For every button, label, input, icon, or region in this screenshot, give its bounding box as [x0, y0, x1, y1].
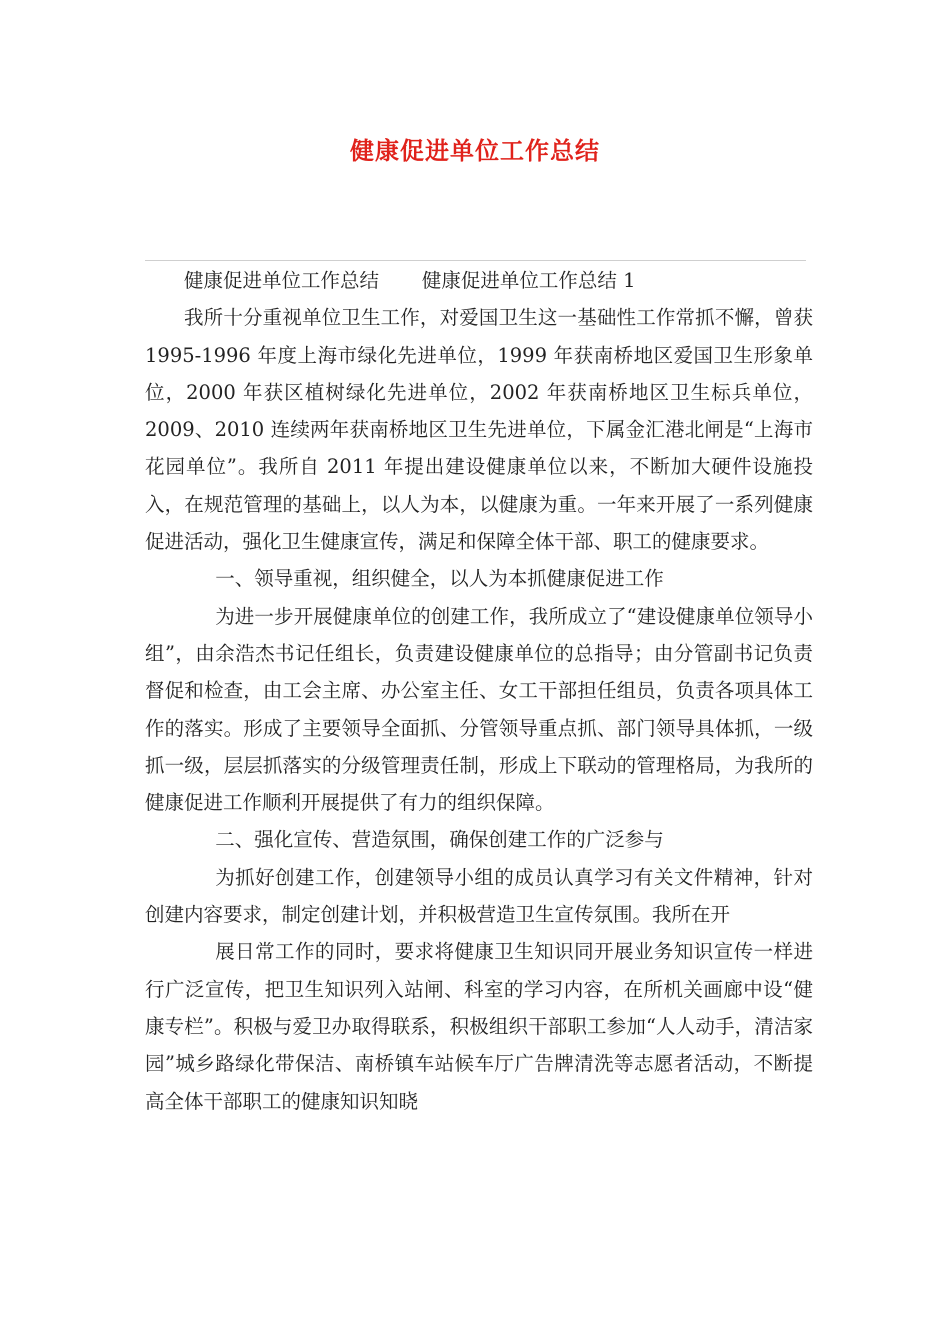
paragraph-publicity-continued: 展日常工作的同时，要求将健康卫生知识同开展业务知识宣传一样进行广泛宣传，把卫生知识列入站闸、科室的学习内容，在所机关画廊中设“健康专栏”。积极与爱卫办取得联系，积极组织干部职工参加“人人动手，清洁家园”城乡路绿化带保洁、南桥镇车站候车厅广告牌清洗等志愿者活动，不断提高全体干部职工的健康知识知晓 — [145, 940, 813, 1113]
document-body — [145, 262, 813, 1120]
intro-line — [145, 262, 813, 299]
intro-title: 健康促进单位工作总结 — [184, 269, 380, 292]
section-heading-1: 一、领导重视，组织健全，以人为本抓健康促进工作 — [215, 567, 664, 591]
paragraph-leadership: 为进一步开展健康单位的创建工作，我所成立了“建设健康单位领导小组”，由余浩杰书记任组长，负责建设健康单位的总指导；由分管副书记负责督促和检查，由工会主席、办公室主任、女工干部担任组员，负责各项具体工作的落实。形成了主要领导全面抓、分管领导重点抓、部门领导具体抓，一级抓一级，层层抓落实的分级管理责任制，形成上下联动的管理格局，为我所的健康促进工作顺利开展提供了有力的组织保障。 — [145, 604, 813, 815]
document-title: 健康促进单位工作总结 — [350, 137, 600, 165]
paragraph-overview: 我所十分重视单位卫生工作，对爱国卫生这一基础性工作常抓不懈，曾获 1995-1996 年度上海市绿化先进单位，1999 年获南桥地区爱国卫生形象单位，2000 年获区植树绿化先进单位，2002 年获南桥地区卫生标兵单位，2009、2010 连续两年获南桥地区卫生先进单位，下属金汇港北闸是“上海市花园单位”。我所自 2011 年提出建设健康单位以来，不断加大硬件设施投入，在规范管理的基础上，以人为本，以健康为重。一年来开展了一系列健康促进活动，强化卫生健康宣传，满足和保障全体干部、职工的健康要求。 — [145, 306, 813, 554]
intro-subtitle: 健康促进单位工作总结 1 — [421, 269, 636, 292]
header-divider — [145, 260, 806, 261]
section-heading-2: 二、强化宣传、营造氛围，确保创建工作的广泛参与 — [215, 828, 664, 852]
paragraph-publicity: 为抓好创建工作，创建领导小组的成员认真学习有关文件精神，针对创建内容要求，制定创建计划，并积极营造卫生宣传氛围。我所在开 — [145, 865, 813, 927]
